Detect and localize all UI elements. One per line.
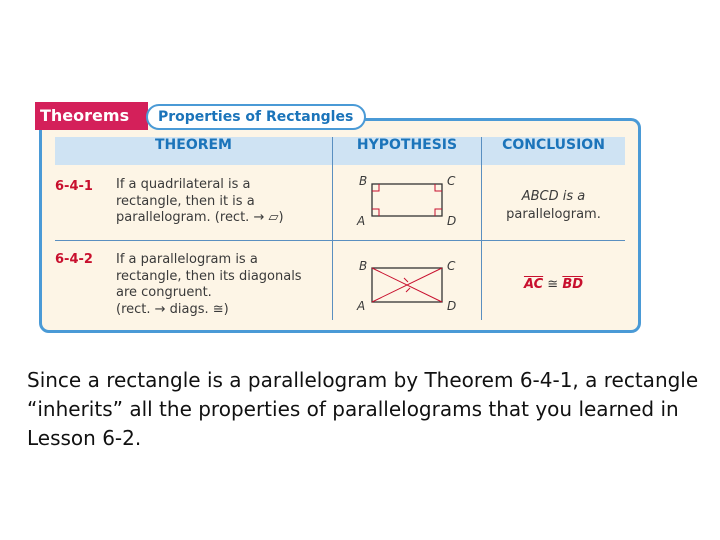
vertex-label: B [359,259,368,273]
statement-line: are congruent. [116,285,212,300]
theorem-number: 6-4-1 [55,179,93,194]
caption-text: Since a rectangle is a parallelogram by Theorem 6-4-1, a rectangle “inherits” all the properties of parallelograms that you learned in Lesson 6-2. [27,368,699,450]
vertex-label: A [357,214,366,228]
conclusion [482,188,625,224]
statement-line: parallelogram. (rect. → ▱) [116,210,284,225]
conclusion [482,276,625,294]
theorem-statement [116,177,326,227]
vertex-label: D [447,299,457,313]
statement-line: rectangle, then it is a [116,193,255,209]
conclusion-line: parallelogram. [506,207,601,222]
vertex-label: C [447,174,456,188]
rectangle-diagonals-diagram [368,264,448,306]
segment-bd: $\overline{BD}$ [562,277,584,292]
row-divider [55,240,625,241]
theorem-number: 6-4-2 [55,252,93,267]
column-header-conclusion: CONCLUSION [502,137,605,153]
vertex-label: C [447,259,456,273]
conclusion-line: ABCD is a [521,189,586,204]
segment-ac: $\overline{AC}$ [523,277,544,292]
statement-line: If a parallelogram is a [116,252,258,267]
column-header-theorem: THEOREM [154,137,232,153]
vertex-label: D [447,214,457,228]
statement-line: (rect. → diags. ≅) [116,301,229,317]
theorems-tab: Theorems [35,102,148,130]
statement-line: rectangle, then its diagonals [116,268,302,284]
theorem-statement [116,252,326,318]
vertex-label: A [357,299,366,313]
congruent-symbol: ≅ [547,277,559,292]
column-divider [332,137,333,320]
box-title: Properties of Rectangles [146,104,366,130]
vertex-label: B [359,174,368,188]
column-header-hypothesis: HYPOTHESIS [356,137,458,153]
statement-line: If a quadrilateral is a [116,177,251,192]
rectangle-diagram [368,180,448,220]
